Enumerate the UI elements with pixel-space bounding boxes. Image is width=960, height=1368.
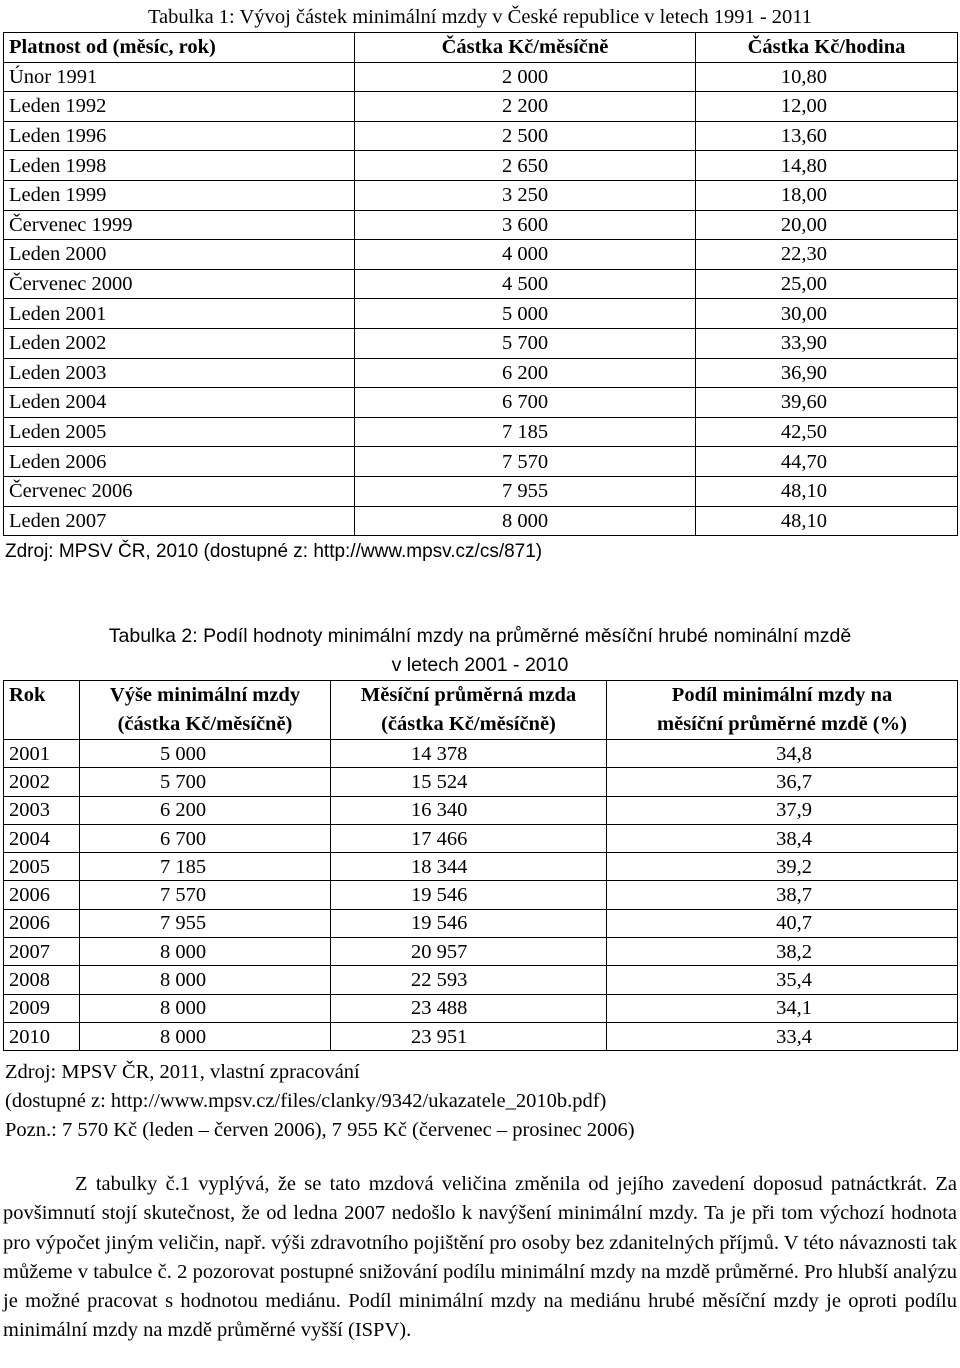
table2-header-row	[4, 681, 958, 740]
table1-cell-hourly: 13,60	[696, 121, 958, 151]
table1-cell-validity: Leden 2000	[4, 240, 355, 270]
table1-row	[4, 210, 958, 240]
table2-cell-share: 34,8	[607, 740, 958, 768]
table1-row	[4, 299, 958, 329]
table2-header-minimum-wage	[80, 681, 331, 740]
body-paragraph: Z tabulky č.1 vyplývá, že se tato mzdová veličina změnila od jejího zavedení doposud patnáctkrát. Za povšimnutí stojí skutečnost, že od ledna 2007 nedošlo k navýšení minimální mzdy. Ta je při tom výchozí hodnota pro výpočet jiným veličin, např. výši zdravotního pojištění pro osoby bez zdanitelných příjmů. V této návaznosti tak můžeme v tabulce č. 2 pozorovat postupné snižování podílu minimální mzdy na mzdě průměrné. Pro hlubší analýzu je možné pracovat s hodnotou mediánu. Podíl minimální mzdy na mediánu hrubé měsíční mzdy je oproti podílu minimální mzdy na mzdě průměrné vyšší (ISPV).	[3, 1173, 958, 1342]
table1-cell-validity: Leden 2002	[4, 328, 355, 358]
table2-header-share-line2: měsíční průměrné mzdě (%)	[657, 713, 907, 735]
table1-cell-validity: Leden 2007	[4, 506, 355, 536]
table2-cell-average-wage: 14 378	[331, 740, 607, 768]
table1-header-monthly: Částka Kč/měsíčně	[355, 33, 696, 63]
table1-cell-monthly: 8 000	[355, 506, 696, 536]
table1-row	[4, 151, 958, 181]
table2-cell-year: 2004	[4, 824, 80, 852]
table2-caption-line1: Tabulka 2: Podíl hodnoty minimální mzdy na průměrné měsíční hrubé nominální mzdě	[108, 625, 852, 647]
table1-cell-hourly: 48,10	[696, 506, 958, 536]
table1-source: Zdroj: MPSV ČR, 2010 (dostupné z: http://www.mpsv.cz/cs/871)	[5, 541, 543, 562]
table1-row	[4, 62, 958, 92]
table1-cell-validity: Leden 1998	[4, 151, 355, 181]
table2-cell-minimum-wage: 8 000	[80, 1022, 331, 1050]
table1-cell-monthly: 4 000	[355, 240, 696, 270]
table2-row	[4, 938, 958, 966]
table1-cell-monthly: 6 700	[355, 388, 696, 418]
table1-cell-validity: Únor 1991	[4, 62, 355, 92]
table2-cell-share: 35,4	[607, 966, 958, 994]
table2-cell-average-wage: 15 524	[331, 768, 607, 796]
table1-cell-hourly: 33,90	[696, 328, 958, 358]
table2-row	[4, 881, 958, 909]
table2-cell-share: 40,7	[607, 909, 958, 937]
table1-row	[4, 121, 958, 151]
table1-cell-monthly: 5 700	[355, 328, 696, 358]
table2-header-minimum-wage-line2: (částka Kč/měsíčně)	[117, 713, 293, 735]
table1-cell-hourly: 22,30	[696, 240, 958, 270]
table1-cell-validity: Leden 1996	[4, 121, 355, 151]
table2-header-average-wage-line2: (částka Kč/měsíčně)	[381, 713, 556, 735]
table1-row	[4, 328, 958, 358]
table1-caption: Tabulka 1: Vývoj částek minimální mzdy v České republice v letech 1991 - 2011	[147, 6, 813, 28]
table2-cell-share: 37,9	[607, 796, 958, 824]
table1-cell-hourly: 14,80	[696, 151, 958, 181]
table2-cell-average-wage: 20 957	[331, 938, 607, 966]
table2-row	[4, 853, 958, 881]
table1-cell-hourly: 10,80	[696, 62, 958, 92]
table2-cell-year: 2006	[4, 881, 80, 909]
table1-cell-monthly: 3 600	[355, 210, 696, 240]
table2-cell-average-wage: 19 546	[331, 909, 607, 937]
table1-minimum-wage-history	[3, 32, 958, 536]
table2-row	[4, 824, 958, 852]
table1-cell-hourly: 18,00	[696, 180, 958, 210]
table1-cell-validity: Leden 2001	[4, 299, 355, 329]
table2-source-line2: (dostupné z: http://www.mpsv.cz/files/clanky/9342/ukazatele_2010b.pdf)	[5, 1090, 607, 1112]
table1-cell-monthly: 5 000	[355, 299, 696, 329]
table1-row	[4, 476, 958, 506]
table2-row	[4, 768, 958, 796]
table2-cell-year: 2009	[4, 994, 80, 1022]
table1-cell-monthly: 6 200	[355, 358, 696, 388]
table2-cell-minimum-wage: 5 700	[80, 768, 331, 796]
table2-caption-line2: v letech 2001 - 2010	[391, 654, 569, 676]
table1-cell-validity: Leden 2005	[4, 417, 355, 447]
table2-cell-year: 2002	[4, 768, 80, 796]
table1-cell-validity: Leden 1992	[4, 92, 355, 122]
table2-caption	[0, 622, 960, 680]
table2-cell-average-wage: 19 546	[331, 881, 607, 909]
table1-cell-monthly: 2 000	[355, 62, 696, 92]
table2-cell-share: 34,1	[607, 994, 958, 1022]
table2-cell-minimum-wage: 6 700	[80, 824, 331, 852]
table2-cell-year: 2008	[4, 966, 80, 994]
table2-row	[4, 966, 958, 994]
table1-cell-hourly: 25,00	[696, 269, 958, 299]
table1-cell-hourly: 12,00	[696, 92, 958, 122]
table1-row	[4, 358, 958, 388]
table2-source-line1: Zdroj: MPSV ČR, 2011, vlastní zpracování	[5, 1061, 360, 1083]
table2-cell-minimum-wage: 8 000	[80, 966, 331, 994]
table2-cell-year: 2005	[4, 853, 80, 881]
table1-cell-monthly: 2 200	[355, 92, 696, 122]
table2-cell-share: 36,7	[607, 768, 958, 796]
table2-cell-minimum-wage: 7 570	[80, 881, 331, 909]
table2-row	[4, 909, 958, 937]
table1-header-hourly: Částka Kč/hodina	[696, 33, 958, 63]
table2-cell-minimum-wage: 8 000	[80, 938, 331, 966]
table2-cell-average-wage: 16 340	[331, 796, 607, 824]
table2-header-year	[4, 681, 80, 740]
table1-cell-validity: Leden 2003	[4, 358, 355, 388]
table2-cell-share: 33,4	[607, 1022, 958, 1050]
table2-row	[4, 796, 958, 824]
table1-cell-monthly: 2 500	[355, 121, 696, 151]
table1-cell-validity: Leden 1999	[4, 180, 355, 210]
table2-header-share	[607, 681, 958, 740]
table1-cell-hourly: 36,90	[696, 358, 958, 388]
table2-cell-average-wage: 18 344	[331, 853, 607, 881]
table1-cell-monthly: 7 955	[355, 476, 696, 506]
table2-header-minimum-wage-line1: Výše minimální mzdy	[109, 684, 301, 706]
table1-cell-hourly: 48,10	[696, 476, 958, 506]
table2-cell-year: 2001	[4, 740, 80, 768]
table1-cell-monthly: 7 570	[355, 447, 696, 477]
table1-cell-hourly: 39,60	[696, 388, 958, 418]
table2-cell-average-wage: 22 593	[331, 966, 607, 994]
table1-row	[4, 240, 958, 270]
table2-row	[4, 994, 958, 1022]
table2-cell-year: 2006	[4, 909, 80, 937]
table2-cell-share: 38,4	[607, 824, 958, 852]
table1-cell-validity: Červenec 2000	[4, 269, 355, 299]
table2-cell-share: 39,2	[607, 853, 958, 881]
table2-cell-average-wage: 23 951	[331, 1022, 607, 1050]
table1-cell-validity: Leden 2006	[4, 447, 355, 477]
table2-cell-minimum-wage: 8 000	[80, 994, 331, 1022]
table1-cell-monthly: 4 500	[355, 269, 696, 299]
table1-row	[4, 388, 958, 418]
table2-header-share-line1: Podíl minimální mzdy na	[671, 684, 893, 706]
table2-header-average-wage	[331, 681, 607, 740]
table1-cell-monthly: 7 185	[355, 417, 696, 447]
table2-minimum-wage-share	[3, 680, 958, 1051]
table2-cell-average-wage: 17 466	[331, 824, 607, 852]
table1-row	[4, 447, 958, 477]
table1-cell-hourly: 20,00	[696, 210, 958, 240]
table1-row	[4, 269, 958, 299]
table2-cell-minimum-wage: 7 185	[80, 853, 331, 881]
table1-cell-validity: Červenec 1999	[4, 210, 355, 240]
table1-cell-validity: Leden 2004	[4, 388, 355, 418]
table2-header-year-label: Rok	[9, 684, 46, 706]
table2-cell-share: 38,7	[607, 881, 958, 909]
table2-header-average-wage-line1: Měsíční průměrná mzda	[360, 684, 577, 706]
table2-cell-minimum-wage: 6 200	[80, 796, 331, 824]
table1-cell-hourly: 44,70	[696, 447, 958, 477]
table2-cell-average-wage: 23 488	[331, 994, 607, 1022]
table2-row	[4, 1022, 958, 1050]
table2-cell-minimum-wage: 7 955	[80, 909, 331, 937]
table2-notes	[5, 1058, 635, 1145]
table1-header-validity: Platnost od (měsíc, rok)	[4, 33, 355, 63]
table1-row	[4, 506, 958, 536]
table2-note: Pozn.: 7 570 Kč (leden – červen 2006), 7 955 Kč (červenec – prosinec 2006)	[5, 1119, 635, 1141]
table1-cell-hourly: 42,50	[696, 417, 958, 447]
table2-cell-share: 38,2	[607, 938, 958, 966]
table1-header-row	[4, 33, 958, 63]
table2-cell-year: 2010	[4, 1022, 80, 1050]
table1-row	[4, 180, 958, 210]
table1-row	[4, 92, 958, 122]
table1-row	[4, 417, 958, 447]
table2-cell-year: 2007	[4, 938, 80, 966]
table1-cell-hourly: 30,00	[696, 299, 958, 329]
table1-cell-monthly: 2 650	[355, 151, 696, 181]
table2-row	[4, 740, 958, 768]
table2-cell-year: 2003	[4, 796, 80, 824]
table2-cell-minimum-wage: 5 000	[80, 740, 331, 768]
table1-cell-monthly: 3 250	[355, 180, 696, 210]
table1-cell-validity: Červenec 2006	[4, 476, 355, 506]
